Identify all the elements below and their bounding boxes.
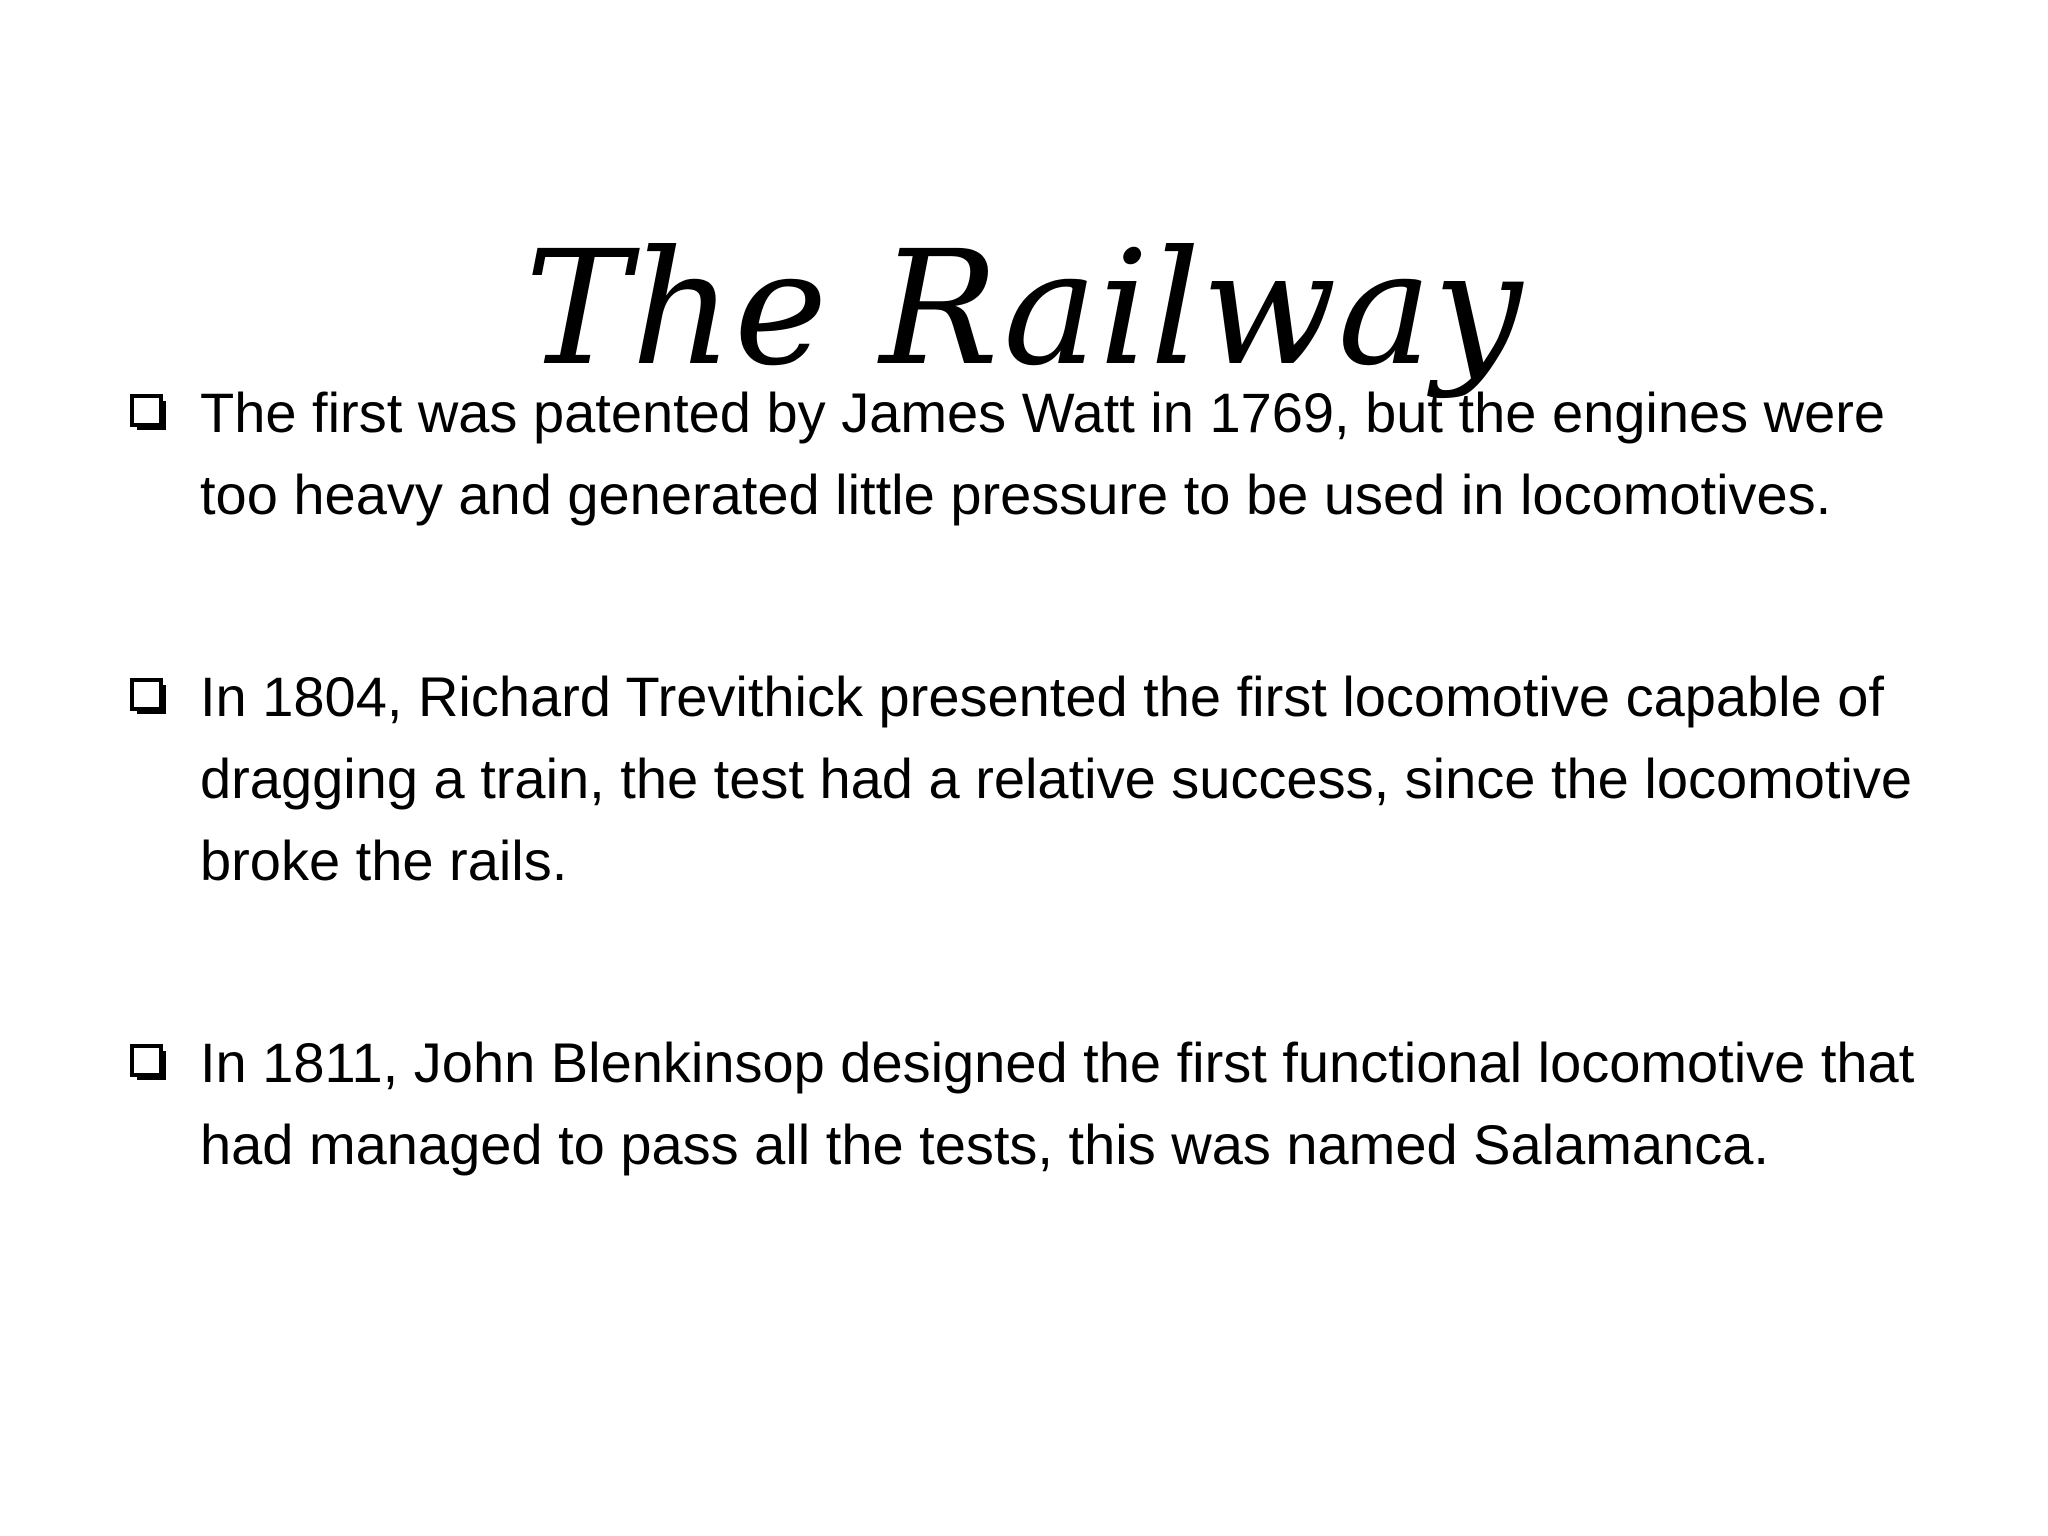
bullet-text: The first was patented by James Watt in 1769, but the engines were too heavy and generated little pressure to be used in locomotives. xyxy=(200,381,1886,526)
checkbox-square-icon xyxy=(130,678,168,716)
checkbox-square-icon xyxy=(130,394,168,432)
checkbox-square-icon xyxy=(130,1044,168,1082)
bullet-item xyxy=(126,1022,1976,1186)
slide-title: The Railway xyxy=(524,216,1524,401)
bullet-item xyxy=(126,656,1976,902)
bullet-text: In 1804, Richard Trevithick presented the first locomotive capable of dragging a train, the test had a relative success, since the locomotive broke the rails. xyxy=(200,665,1913,892)
bullet-text: In 1811, John Blenkinsop designed the first functional locomotive that had managed to pass all the tests, this was named Salamanca. xyxy=(200,1031,1915,1176)
bullet-item xyxy=(126,372,1976,536)
bullet-list xyxy=(126,372,1976,1186)
